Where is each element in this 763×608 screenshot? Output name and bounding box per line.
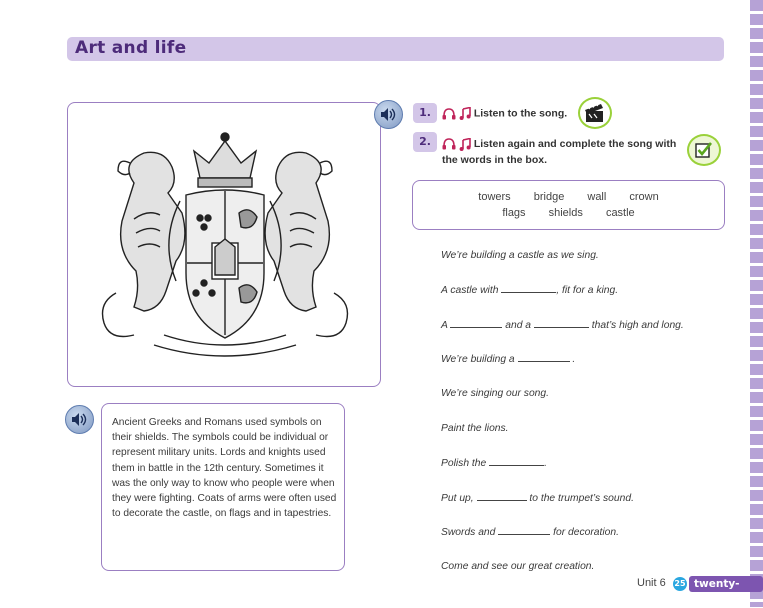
word-item: towers [478, 191, 511, 203]
exercise-1-text: Listen to the song. [473, 107, 568, 120]
song-text: Come and see our great creation. [441, 561, 595, 572]
word-item: shields [548, 207, 583, 219]
audio-button-text[interactable] [65, 405, 94, 434]
word-item: flags [502, 207, 526, 219]
song-text: Swords and [441, 527, 496, 538]
song-text: We’re building a [441, 354, 515, 365]
unit-label: Unit 6 [637, 577, 666, 589]
song-line-7 [441, 457, 547, 469]
headphones-icon [442, 138, 456, 150]
song-line-6 [441, 423, 509, 434]
checkbox-icon [695, 141, 713, 159]
song-text: , fit for a king. [556, 285, 619, 296]
song-line-3 [441, 319, 684, 331]
word-item: wall [587, 191, 607, 203]
info-text: Ancient Greeks and Romans used symbols on their shields. The symbols could be individual or represent military units. Lords and knights used them in battle in the 12th century. Sometimes it was the only way to know who people were when they were fighting. Coats of arms were often used to decorate the castle, on flags and in tapestries. [112, 417, 337, 520]
info-text-box [101, 403, 345, 571]
check-button[interactable] [687, 134, 721, 166]
speaker-icon [71, 412, 87, 427]
page-number-word: twenty-five [689, 576, 763, 592]
video-button[interactable] [578, 97, 612, 129]
song-text: to the trumpet’s sound. [529, 493, 634, 504]
song-text: We’re building a castle as we sing. [441, 250, 599, 261]
song-text: . [544, 458, 547, 469]
answer-blank[interactable] [450, 319, 502, 328]
answer-blank[interactable] [477, 492, 527, 501]
song-text: Put up, [441, 493, 474, 504]
song-text: We’re singing our song. [441, 388, 549, 399]
answer-blank[interactable] [518, 353, 570, 362]
headphones-icon [442, 108, 456, 120]
song-line-9 [441, 526, 619, 538]
song-text: Polish the [441, 458, 487, 469]
page-edge-stripe [750, 0, 763, 607]
answer-blank[interactable] [489, 457, 544, 466]
coat-of-arms-frame [67, 102, 381, 387]
answer-blank[interactable] [498, 526, 550, 535]
song-text: A castle with [441, 285, 499, 296]
song-text: Paint the lions. [441, 423, 509, 434]
exercise-2-instruction [442, 136, 687, 168]
song-line-8 [441, 492, 634, 504]
exercise-2-number: 2. [413, 132, 437, 152]
music-note-icon [459, 107, 471, 120]
song-line-4 [441, 353, 575, 365]
exercise-1-number: 1. [413, 103, 437, 123]
song-line-5 [441, 388, 549, 399]
word-box [412, 180, 725, 230]
word-item: bridge [533, 191, 565, 203]
song-text: for decoration. [553, 527, 619, 538]
song-line-2 [441, 284, 618, 296]
clapperboard-icon [584, 103, 606, 123]
music-note-icon [459, 138, 471, 151]
section-title: Art and life [75, 38, 187, 58]
exercise-1-instruction [442, 107, 567, 120]
song-text: and a [505, 320, 532, 331]
coat-of-arms-image [94, 123, 356, 365]
word-item: castle [605, 207, 635, 219]
audio-button-image[interactable] [374, 100, 403, 129]
song-text: A [441, 320, 448, 331]
song-line-10 [441, 561, 594, 572]
page-number-badge: 25 [673, 577, 687, 591]
answer-blank[interactable] [501, 284, 556, 293]
song-text: that’s high and long. [591, 320, 684, 331]
answer-blank[interactable] [534, 319, 589, 328]
song-line-1 [441, 250, 599, 261]
exercise-2-text: Listen again and complete the song with the words in the box. [442, 138, 677, 166]
section-title-bar [67, 37, 724, 61]
song-text: . [572, 354, 576, 365]
word-box-row-2 [413, 207, 724, 219]
word-box-row-1 [413, 191, 724, 203]
speaker-icon [380, 107, 396, 122]
word-item: crown [629, 191, 659, 203]
